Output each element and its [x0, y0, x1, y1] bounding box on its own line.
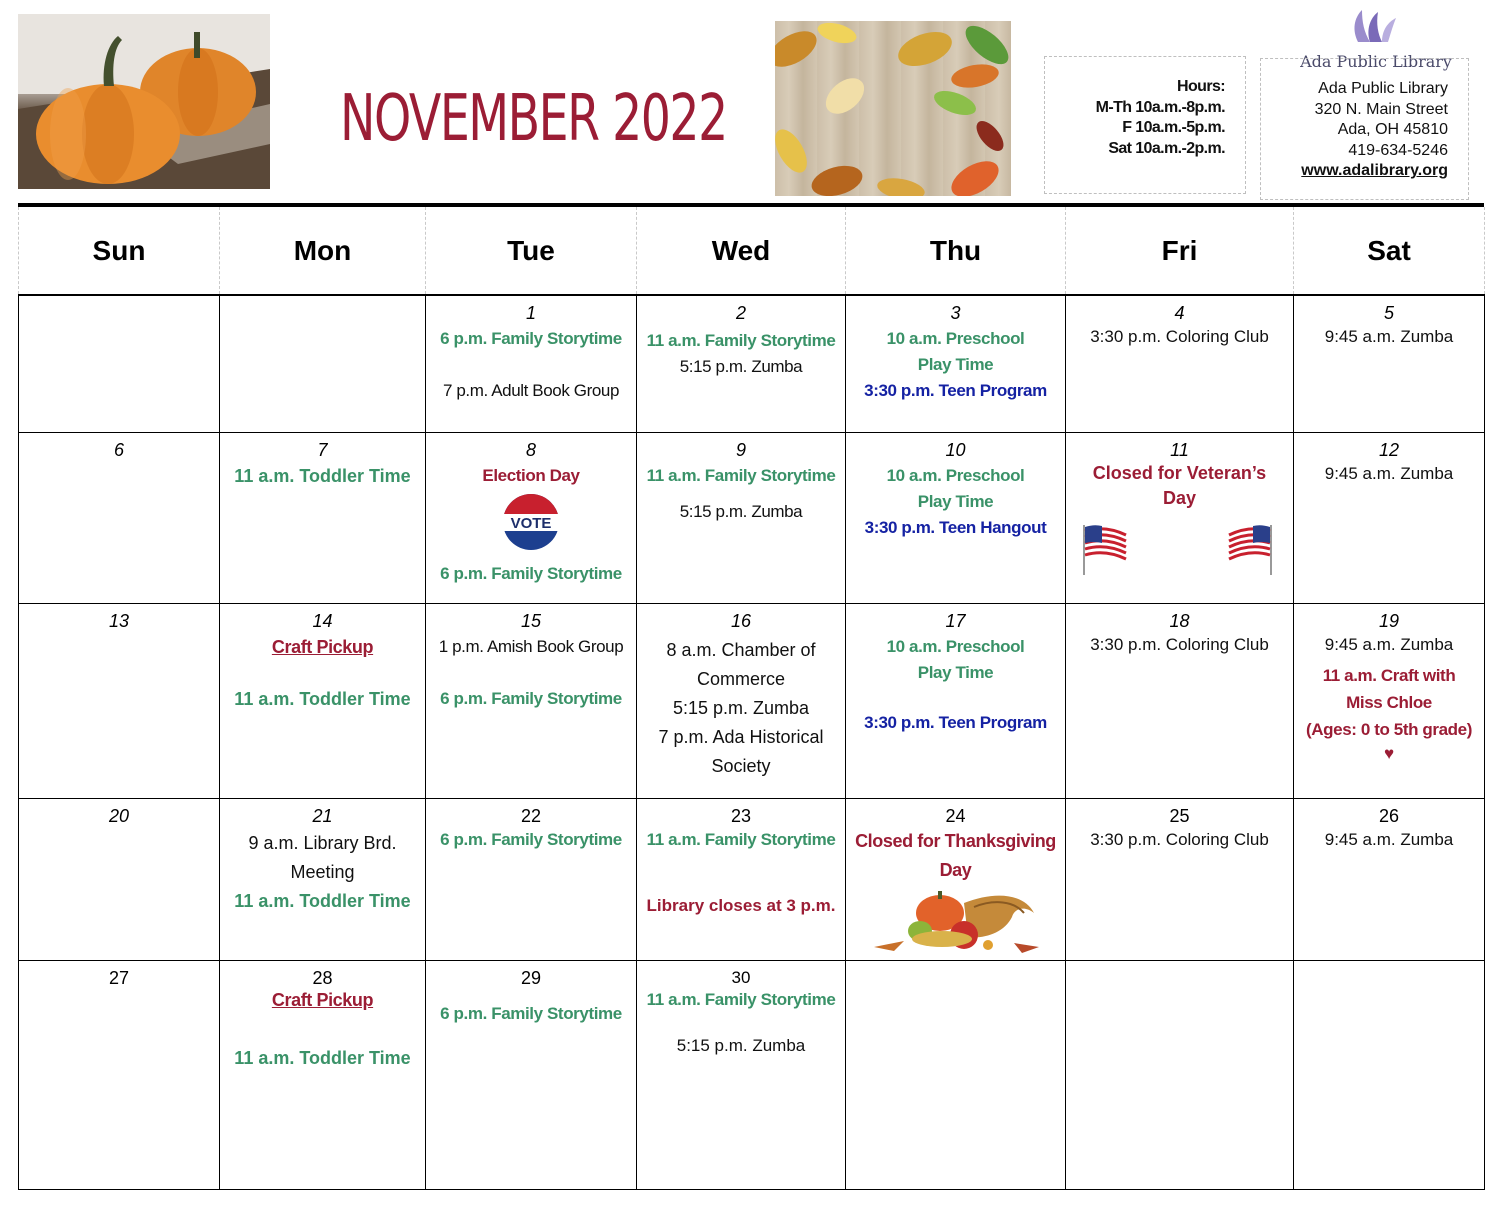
- event-item: Election Day: [482, 465, 580, 485]
- address-box: [1260, 58, 1469, 200]
- event-item: 11 a.m. Family Storytime: [646, 989, 836, 1009]
- event-item: 3:30 p.m. Teen Hangout: [864, 517, 1047, 537]
- website-link[interactable]: www.adalibrary.org: [1301, 162, 1448, 179]
- event-item: 7 p.m. Adult Book Group: [442, 381, 619, 400]
- day-number: 12: [1378, 439, 1400, 460]
- event-item: 6 p.m. Family Storytime: [440, 1003, 622, 1023]
- day-number: 9: [735, 439, 746, 460]
- day-cell-22: [426, 798, 637, 960]
- library-logo-icon: [1296, 8, 1456, 52]
- week-row: [19, 603, 1485, 798]
- weekday-thu: Thu: [846, 207, 1066, 295]
- event-item: 11 a.m. Toddler Time: [234, 890, 411, 911]
- day-number: 14: [312, 610, 333, 631]
- week-row: [19, 432, 1485, 603]
- day-number: 15: [520, 610, 542, 631]
- pumpkins-photo: [18, 14, 270, 189]
- day-cell-17: [846, 603, 1066, 798]
- day-number: 6: [113, 439, 124, 460]
- address-name: Ada Public Library: [1318, 80, 1448, 97]
- week-row: [19, 798, 1485, 960]
- vote-text: VOTE: [510, 514, 552, 532]
- event-item: 3:30 p.m. Teen Program: [864, 712, 1047, 732]
- event-item: 5:15 p.m. Zumba: [676, 1035, 806, 1055]
- day-number: 26: [1378, 805, 1400, 826]
- event-item: 11 a.m. Craft with Miss Chloe: [1322, 665, 1456, 712]
- craft-pickup-link[interactable]: Craft Pickup: [271, 636, 374, 657]
- logo-text: Ada Public Library: [1300, 52, 1452, 71]
- day-number: 23: [730, 805, 752, 826]
- autumn-leaves-photo: [775, 21, 1011, 196]
- day-cell-empty: [19, 295, 220, 432]
- day-number: 4: [1174, 303, 1185, 323]
- day-number: 21: [312, 805, 333, 826]
- day-cell-26: [1294, 798, 1485, 960]
- week-row: [19, 960, 1485, 1189]
- day-number: 16: [730, 610, 752, 631]
- day-cell-20: [19, 798, 220, 960]
- day-cell-10: [846, 432, 1066, 603]
- event-item: 3:30 p.m. Coloring Club: [1090, 327, 1269, 346]
- day-number: 28: [312, 967, 333, 988]
- event-item: 11 a.m. Toddler Time: [234, 465, 411, 486]
- event-item: 5:15 p.m. Zumba: [679, 501, 803, 521]
- day-cell-2: [637, 295, 846, 432]
- cornucopia-icon: [864, 883, 1044, 957]
- vote-button-icon: [502, 493, 560, 551]
- event-item: 6 p.m. Family Storytime: [440, 829, 622, 849]
- day-number: 11: [1170, 439, 1189, 460]
- calendar-grid: [18, 207, 1485, 1190]
- weekday-sat: Sat: [1294, 207, 1485, 295]
- day-number: 10: [945, 439, 966, 460]
- address-phone: 419-634-5246: [1348, 141, 1448, 159]
- day-number: 29: [520, 967, 542, 988]
- day-cell-4: [1066, 295, 1294, 432]
- day-cell-8: [426, 432, 637, 603]
- heart-icon: ♥: [1383, 743, 1395, 763]
- craft-pickup-link[interactable]: Craft Pickup: [271, 989, 374, 1010]
- event-item: 6 p.m. Family Storytime: [440, 563, 622, 583]
- day-cell-14: [220, 603, 426, 798]
- event-item: Closed for Veteran’s Day: [1092, 462, 1267, 508]
- event-item: 6 p.m. Family Storytime: [440, 329, 622, 348]
- day-number: 13: [108, 610, 130, 631]
- day-number: 7: [317, 439, 328, 460]
- address-city: Ada, OH 45810: [1337, 121, 1448, 138]
- event-item: 3:30 p.m. Teen Program: [864, 381, 1047, 400]
- day-cell-28: [220, 960, 426, 1189]
- american-flag-icon: [1225, 521, 1275, 577]
- hours-label: Hours:: [1177, 78, 1225, 95]
- day-cell-empty: [1294, 960, 1485, 1189]
- day-cell-11: [1066, 432, 1294, 603]
- hours-box: [1044, 56, 1246, 194]
- day-number: 22: [520, 805, 542, 826]
- event-item: 6 p.m. Family Storytime: [440, 688, 622, 708]
- day-cell-16: [637, 603, 846, 798]
- day-cell-7: [220, 432, 426, 603]
- day-cell-12: [1294, 432, 1485, 603]
- event-item: 10 a.m. Preschool Play Time: [886, 329, 1025, 374]
- event-item: 10 a.m. Preschool Play Time: [886, 636, 1025, 682]
- day-cell-5: [1294, 295, 1485, 432]
- event-item: 11 a.m. Family Storytime: [646, 829, 836, 849]
- weekday-fri: Fri: [1066, 207, 1294, 295]
- week-row: [19, 295, 1485, 432]
- day-cell-29: [426, 960, 637, 1189]
- day-number: 5: [1383, 303, 1394, 323]
- weekday-sun: Sun: [19, 207, 220, 295]
- hours-sat: Sat 10a.m.-2p.m.: [1108, 139, 1225, 157]
- weekday-tue: Tue: [426, 207, 637, 295]
- event-item: 8 a.m. Chamber of Commerce: [666, 639, 816, 689]
- day-number: 18: [1169, 610, 1190, 631]
- event-item: 11 a.m. Toddler Time: [234, 1047, 411, 1068]
- event-item: Library closes at 3 p.m.: [646, 895, 836, 915]
- hours-fri: F 10a.m.-5p.m.: [1122, 119, 1225, 136]
- event-item: 5:15 p.m. Zumba: [679, 357, 803, 376]
- event-item: 3:30 p.m. Coloring Club: [1090, 634, 1269, 654]
- day-number: 1: [525, 303, 536, 323]
- day-number: 25: [1169, 805, 1190, 826]
- day-cell-9: [637, 432, 846, 603]
- day-cell-23: [637, 798, 846, 960]
- day-number: 24: [945, 805, 966, 826]
- hours-mon-thu: M-Th 10a.m.-8p.m.: [1095, 98, 1225, 116]
- weekday-header-row: [19, 207, 1485, 295]
- day-cell-25: [1066, 798, 1294, 960]
- day-number: 30: [731, 967, 751, 987]
- address-street: 320 N. Main Street: [1314, 100, 1448, 118]
- day-cell-empty: [220, 295, 426, 432]
- day-cell-6: [19, 432, 220, 603]
- day-cell-1: [426, 295, 637, 432]
- american-flag-icon: [1080, 521, 1130, 577]
- day-number: 8: [525, 439, 536, 460]
- event-item: 7 p.m. Ada Historical Society: [658, 726, 824, 776]
- event-item: 10 a.m. Preschool Play Time: [886, 465, 1025, 511]
- event-item: 9 a.m. Library Brd. Meeting: [248, 832, 397, 882]
- day-cell-15: [426, 603, 637, 798]
- day-cell-19: [1294, 603, 1485, 798]
- day-cell-30: [637, 960, 846, 1189]
- day-number: 2: [735, 303, 746, 323]
- day-number: 3: [950, 303, 961, 323]
- event-item: 1 p.m. Amish Book Group: [438, 636, 624, 656]
- event-item: 5:15 p.m. Zumba: [672, 697, 810, 718]
- event-item: 11 a.m. Family Storytime: [646, 331, 836, 350]
- event-item: 9:45 a.m. Zumba: [1324, 463, 1454, 483]
- day-cell-21: [220, 798, 426, 960]
- day-cell-13: [19, 603, 220, 798]
- day-number: 20: [108, 805, 130, 826]
- day-cell-empty: [1066, 960, 1294, 1189]
- event-item: 11 a.m. Family Storytime: [646, 465, 836, 485]
- event-item: 11 a.m. Toddler Time: [234, 688, 411, 709]
- event-item: 9:45 a.m. Zumba: [1324, 327, 1454, 346]
- day-number: 19: [1378, 610, 1400, 631]
- weekday-mon: Mon: [220, 207, 426, 295]
- weekday-wed: Wed: [637, 207, 846, 295]
- event-item: 3:30 p.m. Coloring Club: [1090, 829, 1269, 849]
- day-cell-empty: [846, 960, 1066, 1189]
- day-cell-3: [846, 295, 1066, 432]
- month-title: NOVEMBER 2022: [340, 82, 727, 156]
- event-item: (Ages: 0 to 5th grade): [1306, 719, 1472, 739]
- event-item: 9:45 a.m. Zumba: [1324, 829, 1454, 849]
- day-number: 17: [945, 610, 966, 631]
- event-item: Closed for Thanksgiving Day: [855, 830, 1056, 880]
- day-cell-27: [19, 960, 220, 1189]
- day-cell-18: [1066, 603, 1294, 798]
- day-number: 27: [108, 967, 130, 988]
- day-cell-24: [846, 798, 1066, 960]
- event-item: 9:45 a.m. Zumba: [1324, 634, 1454, 654]
